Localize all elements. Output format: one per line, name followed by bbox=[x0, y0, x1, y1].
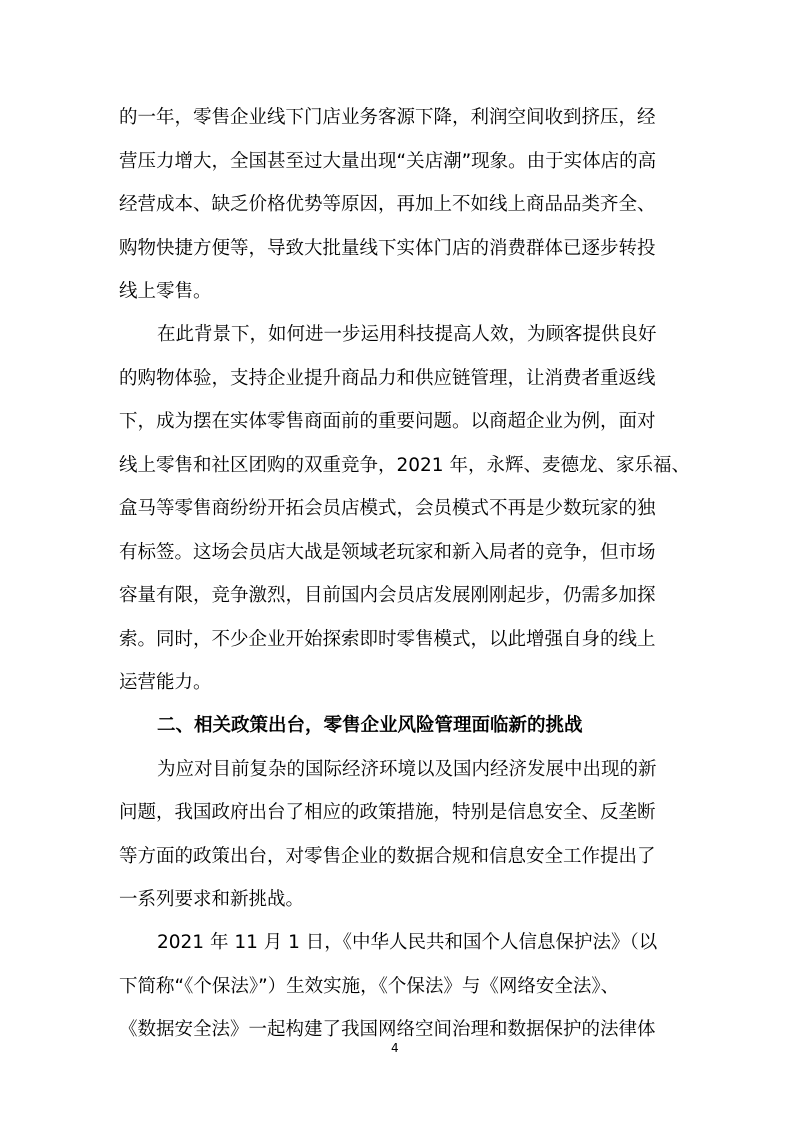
paragraph-line: 有标签。这场会员店大战是领域老玩家和新入局者的竞争，但市场 bbox=[119, 542, 656, 563]
paragraph-line: 2021 年 11 月 1 日，《中华人民共和国个人信息保护法》（以 bbox=[157, 932, 658, 953]
paragraph-line: 的一年，零售企业线下门店业务客源下降，利润空间收到挤压，经 bbox=[119, 107, 656, 128]
section-heading: 二、相关政策出台，零售企业风险管理面临新的挑战 bbox=[157, 715, 583, 736]
paragraph-line: 营压力增大，全国甚至过大量出现“关店潮”现象。由于实体店的高 bbox=[119, 151, 657, 172]
paragraph-line: 线上零售。 bbox=[119, 281, 212, 302]
paragraph-line: 等方面的政策出台，对零售企业的数据合规和信息安全工作提出了 bbox=[119, 846, 656, 867]
paragraph-line: 经营成本、缺乏价格优势等原因，再加上不如线上商品品类齐全、 bbox=[119, 194, 656, 215]
paragraph-line: 的购物体验，支持企业提升商品力和供应链管理，让消费者重返线 bbox=[119, 368, 656, 389]
paragraph-line: 购物快捷方便等，导致大批量线下实体门店的消费群体已逐步转投 bbox=[119, 238, 656, 259]
paragraph-line: 线上零售和社区团购的双重竞争，2021 年，永辉、麦德龙、家乐福、 bbox=[119, 455, 690, 476]
paragraph-line: 问题，我国政府出台了相应的政策措施，特别是信息安全、反垄断 bbox=[119, 802, 656, 823]
page-number: 4 bbox=[391, 1041, 399, 1055]
paragraph-line: 下，成为摆在实体零售商面前的重要问题。以商超企业为例，面对 bbox=[119, 411, 656, 432]
paragraph-line: 《数据安全法》一起构建了我国网络空间治理和数据保护的法律体 bbox=[119, 1019, 656, 1040]
paragraph-line: 为应对目前复杂的国际经济环境以及国内经济发展中出现的新 bbox=[157, 759, 657, 780]
paragraph-line: 一系列要求和新挑战。 bbox=[119, 889, 305, 910]
paragraph-line: 索。同时，不少企业开始探索即时零售模式，以此增强自身的线上 bbox=[119, 629, 656, 650]
paragraph-line: 在此背景下，如何进一步运用科技提高人效，为顾客提供良好 bbox=[157, 324, 657, 345]
paragraph-line: 盒马等零售商纷纷开拓会员店模式，会员模式不再是少数玩家的独 bbox=[119, 498, 656, 519]
paragraph-line: 容量有限，竞争激烈，目前国内会员店发展刚刚起步，仍需多加探 bbox=[119, 585, 656, 606]
paragraph-line: 下简称“《个保法》”）生效实施，《个保法》与《网络安全法》、 bbox=[119, 976, 620, 997]
paragraph-line: 运营能力。 bbox=[119, 672, 212, 693]
